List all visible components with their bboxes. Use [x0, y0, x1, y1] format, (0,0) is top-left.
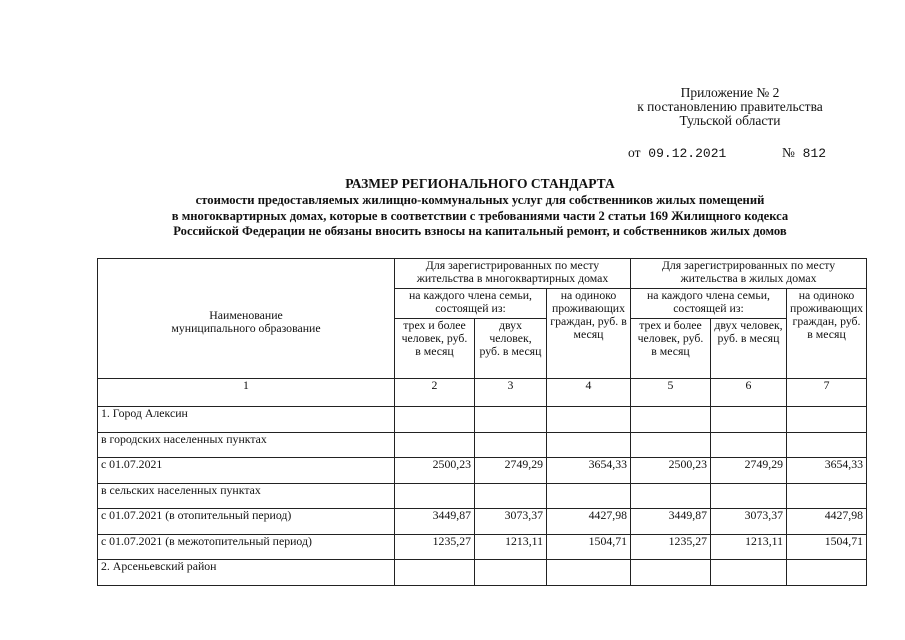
row-value-cell: [475, 560, 547, 586]
table-row: [98, 509, 867, 535]
table-row: [98, 483, 867, 509]
row-value-cell: 3654,33: [787, 458, 867, 484]
name-header-line-1: Наименование: [209, 307, 283, 322]
row-value-cell: 1213,11: [475, 534, 547, 560]
row-value-cell: [547, 483, 631, 509]
table-row: [98, 407, 867, 433]
col-number-2: 2: [395, 379, 475, 407]
row-value-cell: [787, 407, 867, 433]
col-number-3: 3: [475, 379, 547, 407]
apartment-three-more-header: трех и более человек, руб. в месяц: [395, 319, 475, 379]
row-value-cell: 1504,71: [547, 534, 631, 560]
table-row: [98, 534, 867, 560]
row-value-cell: 3449,87: [395, 509, 475, 535]
row-value-cell: [395, 560, 475, 586]
row-value-cell: [547, 432, 631, 458]
row-value-cell: [787, 432, 867, 458]
subtitle-line-1: стоимости предоставляемых жилищно-коммунальных услуг для собственников жилых помещений: [195, 193, 765, 207]
row-name-cell: с 01.07.2021 (в отопительный период): [98, 509, 395, 535]
apartment-family-header: на каждого члена семьи, состоящей из:: [395, 289, 547, 319]
house-single-header: на одиноко проживающих граждан, руб. в месяц: [787, 289, 867, 379]
table-row: [98, 560, 867, 586]
row-value-cell: [711, 432, 787, 458]
row-value-cell: [631, 432, 711, 458]
house-two-header: двух человек, руб. в месяц: [711, 319, 787, 379]
row-name-cell: с 01.07.2021 (в межотопительный период): [98, 534, 395, 560]
row-value-cell: 1235,27: [631, 534, 711, 560]
row-value-cell: [395, 432, 475, 458]
appendix-line-1: Приложение № 2: [680, 85, 780, 100]
row-value-cell: [631, 560, 711, 586]
row-name-cell: в городских населенных пунктах: [98, 432, 395, 458]
row-value-cell: 1504,71: [787, 534, 867, 560]
name-column-header: [98, 259, 395, 379]
group-apartment-header: Для зарегистрированных по месту жительства в многоквартирных домах: [395, 259, 631, 289]
row-value-cell: [547, 560, 631, 586]
row-name-cell: 1. Город Алексин: [98, 407, 395, 433]
row-value-cell: [711, 407, 787, 433]
row-value-cell: [787, 560, 867, 586]
date-label: от: [628, 145, 641, 160]
subtitle-line-3: Российской Федерации не обязаны вносить взносы на капитальный ремонт, и собственников жилых домов: [173, 224, 787, 238]
row-value-cell: 4427,98: [787, 509, 867, 535]
col-number-5: 5: [631, 379, 711, 407]
table-row: [98, 458, 867, 484]
appendix-line-3: Тульской области: [679, 113, 781, 128]
number-value: 812: [802, 146, 827, 161]
house-family-header: на каждого члена семьи, состоящей из:: [631, 289, 787, 319]
row-value-cell: [547, 407, 631, 433]
name-header-line-2: муниципального образование: [171, 320, 321, 335]
row-value-cell: [631, 483, 711, 509]
appendix-line-2: к постановлению правительства: [637, 99, 823, 114]
row-value-cell: 2749,29: [711, 458, 787, 484]
row-value-cell: [395, 483, 475, 509]
row-value-cell: 1213,11: [711, 534, 787, 560]
row-value-cell: [631, 407, 711, 433]
appendix-block: [600, 86, 860, 128]
row-name-cell: в сельских населенных пунктах: [98, 483, 395, 509]
table-row: [98, 432, 867, 458]
group-house-header: Для зарегистрированных по месту жительства в жилых домах: [631, 259, 867, 289]
row-value-cell: [787, 483, 867, 509]
col-number-6: 6: [711, 379, 787, 407]
number-label: №: [781, 145, 795, 160]
row-value-cell: [475, 407, 547, 433]
subtitle-line-2: в многоквартирных домах, которые в соответствии с требованиями части 2 статьи 169 Жилищного кодекса: [171, 208, 789, 223]
row-value-cell: 3073,37: [475, 509, 547, 535]
document-title: РАЗМЕР РЕГИОНАЛЬНОГО СТАНДАРТА: [345, 176, 615, 191]
row-value-cell: 3654,33: [547, 458, 631, 484]
col-number-1: 1: [98, 379, 395, 407]
apartment-single-header: на одиноко проживающих граждан, руб. в месяц: [547, 289, 631, 379]
house-three-more-header: трех и более человек, руб. в месяц: [631, 319, 711, 379]
col-number-4: 4: [547, 379, 631, 407]
row-value-cell: 3449,87: [631, 509, 711, 535]
row-value-cell: [711, 483, 787, 509]
standard-table: [97, 258, 867, 586]
document-reference: [628, 145, 826, 161]
row-value-cell: [711, 560, 787, 586]
row-value-cell: [475, 432, 547, 458]
date-value: 09.12.2021: [648, 146, 727, 161]
col-number-7: 7: [787, 379, 867, 407]
row-name-cell: 2. Арсеньевский район: [98, 560, 395, 586]
document-subtitle: [120, 193, 840, 240]
row-value-cell: [475, 483, 547, 509]
row-value-cell: 2500,23: [395, 458, 475, 484]
row-name-cell: с 01.07.2021: [98, 458, 395, 484]
row-value-cell: 2749,29: [475, 458, 547, 484]
row-value-cell: [395, 407, 475, 433]
row-value-cell: 4427,98: [547, 509, 631, 535]
row-value-cell: 1235,27: [395, 534, 475, 560]
apartment-two-header: двух человек, руб. в месяц: [475, 319, 547, 379]
row-value-cell: 3073,37: [711, 509, 787, 535]
row-value-cell: 2500,23: [631, 458, 711, 484]
